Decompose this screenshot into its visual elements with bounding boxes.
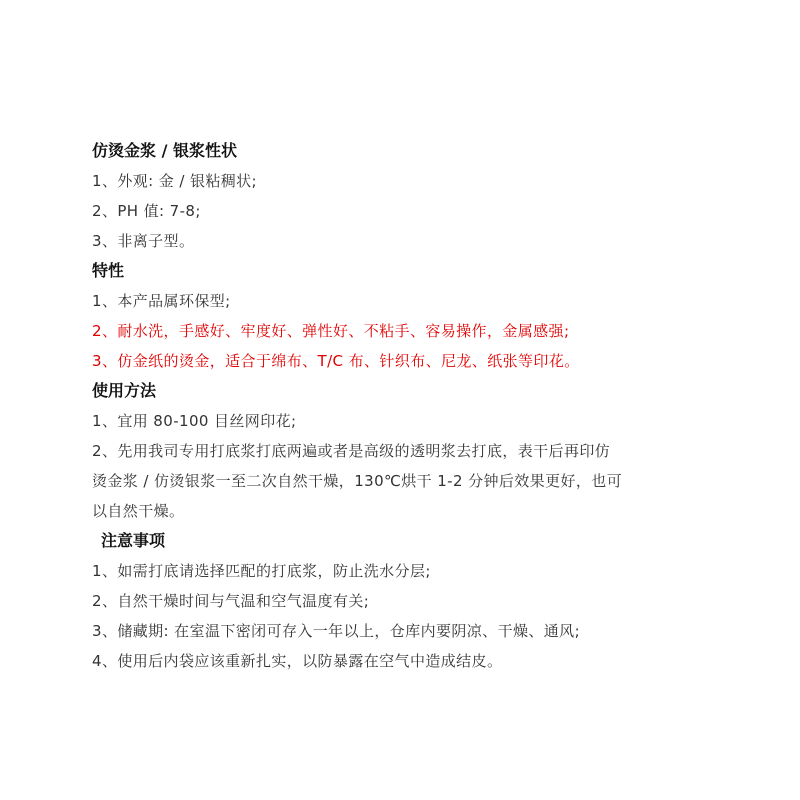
usage-item-paragraph [92, 436, 732, 526]
property-item: 3、非离子型。 [92, 232, 195, 250]
usage-item: 1、宜用 80-100 目丝网印花; [92, 412, 297, 430]
usage-item-line: 烫金浆 / 仿烫银浆一至二次自然干燥，130℃烘干 1-2 分钟后效果更好，也可 [92, 472, 623, 490]
property-item: 2、PH 值: 7-8; [92, 202, 201, 220]
usage-item-line: 以自然干燥。 [92, 502, 185, 520]
usage-item-line: 2、先用我司专用打底浆打底两遍或者是高级的透明浆去打底，表干后再印仿 [92, 442, 611, 460]
section-title-features: 特性 [92, 261, 125, 280]
feature-item-highlight: 3、仿金纸的烫金，适合于绵布、T/C 布、针织布、尼龙、纸张等印花。 [92, 352, 580, 370]
note-item: 2、自然干燥时间与气温和空气温度有关; [92, 592, 370, 610]
section-title-notes: 注意事项 [101, 531, 166, 550]
section-title-properties: 仿烫金浆 / 银浆性状 [92, 141, 237, 160]
document-body [92, 136, 732, 676]
note-item: 4、使用后内袋应该重新扎实，以防暴露在空气中造成结皮。 [92, 652, 503, 670]
note-item: 1、如需打底请选择匹配的打底浆，防止洗水分层; [92, 562, 431, 580]
feature-item-highlight: 2、耐水洗，手感好、牢度好、弹性好、不粘手、容易操作，金属感强; [92, 322, 570, 340]
section-title-usage: 使用方法 [92, 381, 157, 400]
note-item: 3、储藏期: 在室温下密闭可存入一年以上，仓库内要阴凉、干燥、通风; [92, 622, 581, 640]
property-item: 1、外观: 金 / 银粘稠状; [92, 172, 258, 190]
feature-item: 1、本产品属环保型; [92, 292, 231, 310]
